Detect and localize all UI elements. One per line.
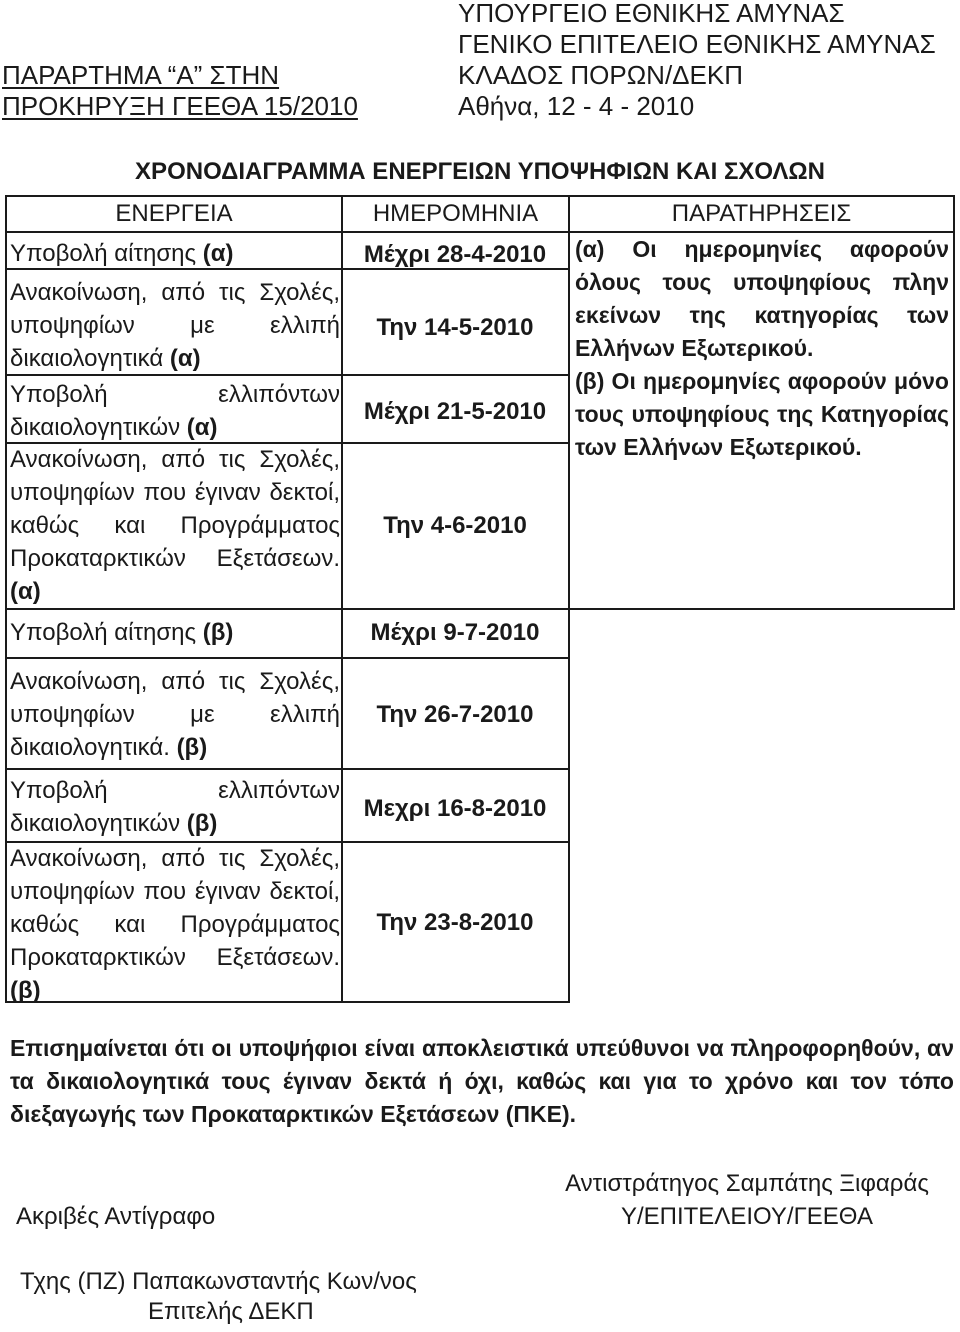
- row-divider: [5, 608, 955, 610]
- column-header-action: ΕΝΕΡΓΕΙΑ: [115, 200, 233, 227]
- date-cell: Την 23-8-2010: [376, 909, 534, 936]
- row-divider: [5, 657, 570, 659]
- date-cell: Την 4-6-2010: [383, 512, 527, 539]
- row-divider: [5, 768, 570, 770]
- signer-name: Αντιστράτηγος Σαμπάτης Ξιφαράς: [565, 1170, 929, 1197]
- table-row: [10, 842, 340, 1007]
- phase-mark: (β): [10, 977, 41, 1004]
- annex-line-1: ΠΑΡΑΡΤΗΜΑ “Α” ΣΤΗΝ: [2, 60, 280, 90]
- phase-mark: (α): [186, 414, 218, 441]
- certified-copy-label: Ακριβές Αντίγραφο: [16, 1203, 216, 1230]
- date-cell: Μέχρι 9-7-2010: [370, 619, 540, 646]
- table-row: [10, 378, 340, 444]
- table-border-left: [5, 195, 7, 1003]
- table-row: [10, 616, 340, 649]
- phase-mark: (α): [202, 240, 234, 267]
- table-row: [10, 443, 340, 608]
- branch-heading: ΚΛΑΔΟΣ ΠΟΡΩΝ/ΔΕΚΠ: [458, 60, 743, 90]
- phase-mark: (β): [176, 734, 208, 761]
- action-text: Υποβολή αίτησης: [10, 619, 197, 646]
- table-row: [10, 774, 340, 840]
- remarks-cell: [575, 233, 949, 464]
- date-cell: Την 26-7-2010: [376, 701, 534, 728]
- certifier-title: Επιτελής ΔΕΚΠ: [148, 1298, 314, 1325]
- ministry-heading: ΥΠΟΥΡΓΕΙΟ ΕΘΝΙΚΗΣ ΑΜΥΝΑΣ: [458, 0, 845, 28]
- general-staff-heading: ΓΕΝΙΚΟ ΕΠΙΤΕΛΕΙΟ ΕΘΝΙΚΗΣ ΑΜΥΝΑΣ: [458, 29, 936, 59]
- action-text: Υποβολή αίτησης: [10, 240, 197, 267]
- signer-title: Υ/ΕΠΙΤΕΛΕΙΟΥ/ΓΕΕΘΑ: [620, 1203, 874, 1230]
- remark-alpha: (α) Οι ημερομηνίες αφορούν όλους τους υποψηφίους πλην εκείνων της κατηγορίας των Ελλήνων Εξωτερικού.: [575, 236, 949, 361]
- table-row: [10, 276, 340, 375]
- table-row: [10, 665, 340, 764]
- remark-beta: (β) Οι ημερομηνίες αφορούν μόνο τους υποψηφίους της Κατηγορίας των Ελλήνων Εξωτερικού.: [575, 368, 949, 460]
- phase-mark: (α): [10, 578, 41, 605]
- date-place: Αθήνα, 12 - 4 - 2010: [458, 91, 695, 121]
- column-header-date: ΗΜΕΡΟΜΗΝΙΑ: [372, 200, 539, 227]
- phase-mark: (α): [169, 345, 201, 372]
- phase-mark: (β): [202, 619, 234, 646]
- table-border-right: [953, 195, 955, 608]
- certifier-name: Τχης (ΠΖ) Παπακωνσταντής Κων/νος: [20, 1268, 417, 1295]
- notice-paragraph: Επισημαίνεται ότι οι υποψήφιοι είναι αποκλειστικά υπεύθυνοι να πληροφορηθούν, αν τα δικαιολογητικά τους έγιναν δεκτά ή όχι, καθώς και για το χρόνο και τον τόπο διεξαγωγής των Προκαταρκτικών Εξετάσεων (ΠΚΕ).: [10, 1035, 954, 1127]
- date-cell: Μέχρι 21-5-2010: [363, 398, 547, 425]
- document-title: ΧΡΟΝΟΔΙΑΓΡΑΜΜΑ ΕΝΕΡΓΕΙΩΝ ΥΠΟΨΗΦΙΩΝ ΚΑΙ ΣΧΟΛΩΝ: [135, 158, 825, 185]
- table-border-top: [5, 195, 955, 197]
- date-cell: Την 14-5-2010: [376, 314, 534, 341]
- action-text: Ανακοίνωση, από τις Σχολές, υποψηφίων που έγιναν δεκτοί, καθώς και Προγράμματος Προκαταρκτικών Εξετάσεων.: [10, 446, 340, 572]
- table-row: [10, 237, 340, 270]
- table-divider-2: [568, 195, 570, 1003]
- date-cell: Μεχρι 16-8-2010: [363, 795, 547, 822]
- column-header-remarks: ΠΑΡΑΤΗΡΗΣΕΙΣ: [671, 200, 852, 227]
- action-text: Υποβολή ελλιπόντων δικαιολογητικών: [10, 381, 340, 441]
- phase-mark: (β): [186, 810, 218, 837]
- date-cell: Μέχρι 28-4-2010: [363, 241, 547, 268]
- action-text: Ανακοίνωση, από τις Σχολές, υποψηφίων που έγιναν δεκτοί, καθώς και Προγράμματος Προκαταρκτικών Εξετάσεων.: [10, 845, 340, 971]
- action-text: Ανακοίνωση, από τις Σχολές, υποψηφίων με ελλιπή δικαιολογητικά: [10, 279, 340, 372]
- annex-line-2: ΠΡΟΚΗΡΥΞΗ ΓΕΕΘΑ 15/2010: [2, 91, 358, 121]
- action-text: Ανακοίνωση, από τις Σχολές, υποψηφίων με ελλιπή δικαιολογητικά.: [10, 668, 340, 761]
- action-text: Υποβολή ελλιπόντων δικαιολογητικών: [10, 777, 340, 837]
